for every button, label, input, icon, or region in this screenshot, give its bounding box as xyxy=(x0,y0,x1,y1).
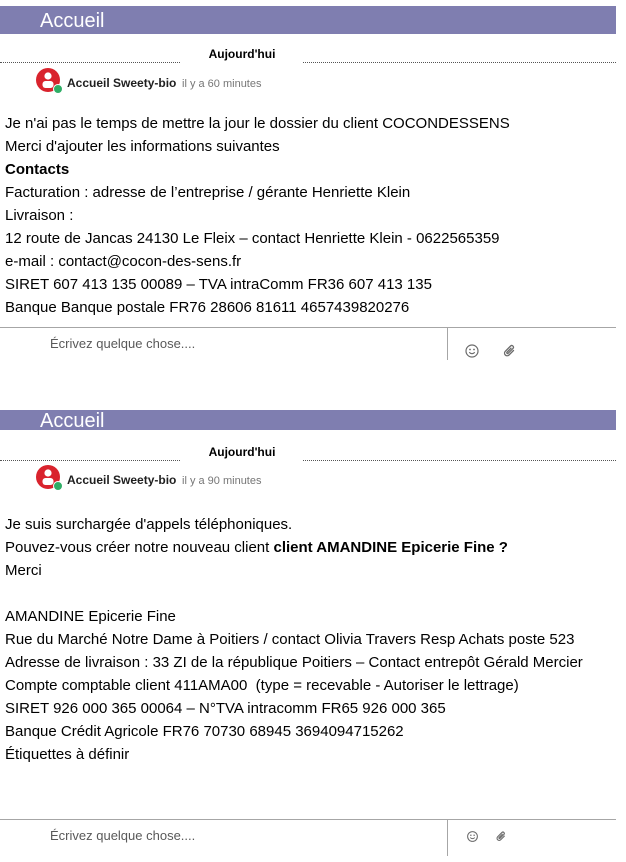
user-avatar-icon[interactable] xyxy=(36,68,60,92)
contacts-heading: Contacts xyxy=(5,161,70,178)
author-name[interactable]: Accueil Sweety-bio xyxy=(67,76,177,90)
message-author-row xyxy=(36,68,596,96)
panel-title: Accueil xyxy=(40,410,105,432)
message-line: e-mail : contact@cocon-des-sens.fr xyxy=(5,253,242,270)
presence-icon xyxy=(53,481,63,491)
message-author-row xyxy=(36,465,596,493)
panel-header xyxy=(0,6,616,34)
message-composer xyxy=(0,327,616,368)
day-separator xyxy=(0,44,616,64)
message-line-bold xyxy=(5,158,611,181)
message-line: Compte comptable client 411AMA00 (type = recevable - Autoriser le lettrage) xyxy=(5,677,519,694)
message-line: SIRET 926 000 365 00064 – N°TVA intracomm FR65 926 000 365 xyxy=(5,700,446,717)
conversation-panel-2 xyxy=(0,407,616,862)
message-body xyxy=(5,112,611,319)
message-line: Je n'ai pas le temps de mettre la jour le dossier du client COCONDESSENS xyxy=(5,115,510,132)
message-line: Merci d'ajouter les informations suivantes xyxy=(5,138,280,155)
panel-header xyxy=(0,410,616,430)
separator-line-left xyxy=(0,62,180,63)
message-line: SIRET 607 413 135 00089 – TVA intraComm FR36 607 413 135 xyxy=(5,276,432,293)
message-line: Banque Crédit Agricole FR76 70730 68945 3694094715262 xyxy=(5,723,404,740)
day-separator xyxy=(0,442,616,462)
smiley-icon[interactable] xyxy=(464,343,480,359)
message-line: Je suis surchargée d'appels téléphoniques. xyxy=(5,516,293,533)
message-line: Banque Banque postale FR76 28606 81611 4657439820276 xyxy=(5,299,410,316)
day-label: Aujourd'hui xyxy=(208,47,276,61)
client-name-bold: client AMANDINE Epicerie Fine ? xyxy=(273,539,508,556)
separator-line-right xyxy=(303,460,616,461)
composer-divider xyxy=(447,820,448,856)
message-line: Merci xyxy=(5,562,42,579)
message-blank-line xyxy=(5,582,611,605)
message-line xyxy=(5,536,611,559)
panel-title: Accueil xyxy=(40,10,105,32)
message-composer xyxy=(0,819,616,860)
user-avatar-icon[interactable] xyxy=(36,465,60,489)
message-body xyxy=(5,513,611,766)
message-text: Pouvez-vous créer notre nouveau client xyxy=(5,539,274,556)
composer-divider xyxy=(447,328,448,360)
message-line: Étiquettes à définir xyxy=(5,746,130,763)
presence-icon xyxy=(53,84,63,94)
separator-line-left xyxy=(0,460,180,461)
day-label: Aujourd'hui xyxy=(208,445,276,459)
message-line: Rue du Marché Notre Dame à Poitiers / contact Olivia Travers Resp Achats poste 523 xyxy=(5,631,575,648)
message-line: 12 route de Jancas 24130 Le Fleix – contact Henriette Klein - 0622565359 xyxy=(5,230,500,247)
message-input[interactable] xyxy=(50,825,440,845)
author-name[interactable]: Accueil Sweety-bio xyxy=(67,473,177,487)
message-timestamp: il y a 60 minutes xyxy=(182,78,262,90)
conversation-panel-1 xyxy=(0,0,616,370)
paperclip-icon[interactable] xyxy=(495,830,508,843)
separator-line-right xyxy=(303,62,616,63)
message-line: Livraison : xyxy=(5,207,74,224)
message-line: Adresse de livraison : 33 ZI de la république Poitiers – Contact entrepôt Gérald Mercier xyxy=(5,654,583,671)
message-line: AMANDINE Epicerie Fine xyxy=(5,608,176,625)
paperclip-icon[interactable] xyxy=(502,343,518,359)
message-timestamp: il y a 90 minutes xyxy=(182,475,262,487)
message-input[interactable] xyxy=(50,333,440,353)
smiley-icon[interactable] xyxy=(466,830,479,843)
message-line: Facturation : adresse de l’entreprise / gérante Henriette Klein xyxy=(5,184,411,201)
